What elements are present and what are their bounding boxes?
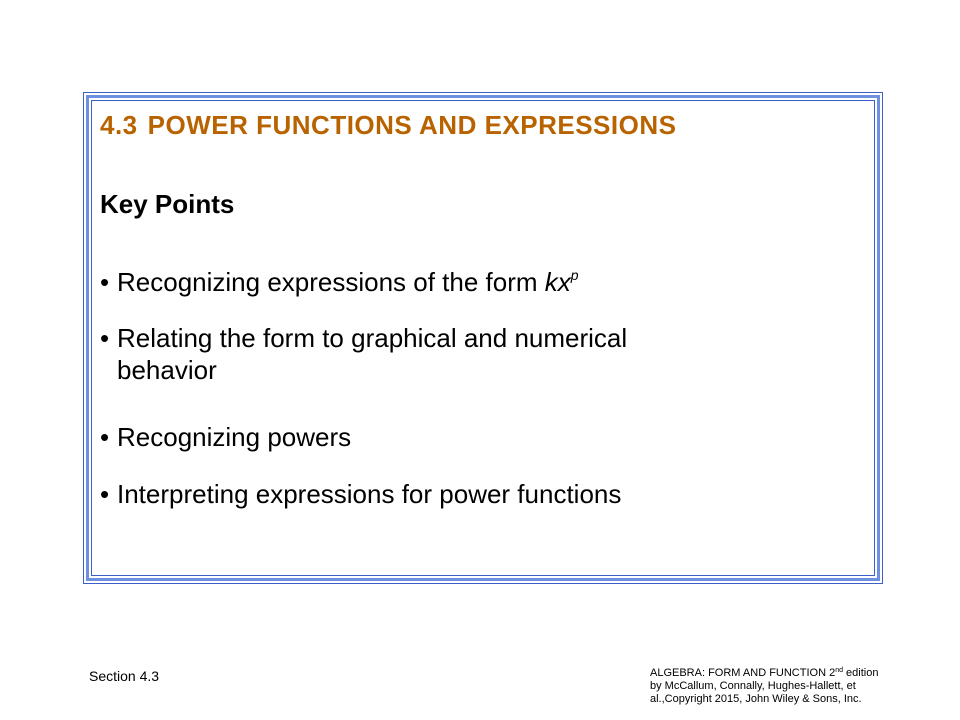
slide-title (100, 110, 676, 141)
key-point-3: • Recognizing powers (100, 422, 352, 452)
section-label: Section 4.3 (89, 668, 160, 684)
section-number: 4.3 (100, 110, 138, 140)
key-point-1: • Recognizing expressions of the form $kx^p$ (100, 267, 579, 297)
key-point-4: • Interpreting expressions for power functions (100, 479, 622, 509)
bullet: • (100, 422, 110, 452)
key-point-2: • Relating the form to graphical and numerical behavior (100, 323, 628, 385)
copyright-notice: ALGEBRA: FORM AND FUNCTION 2nd edition by McCallum, Connally, Hughes-Hallett, et al.,Copyright 2015, John Wiley & Sons, Inc. (650, 667, 879, 705)
key-points-heading: Key Points (100, 189, 235, 219)
bullet: • (100, 267, 110, 297)
title-text: POWER FUNCTIONS AND EXPRESSIONS (147, 110, 677, 140)
math-kx: kx (544, 267, 571, 297)
bullet: • (100, 479, 110, 509)
key-point-2-continuation: behavior (117, 355, 217, 385)
math-exponent-p: p (570, 267, 579, 283)
bullet: • (100, 323, 110, 353)
